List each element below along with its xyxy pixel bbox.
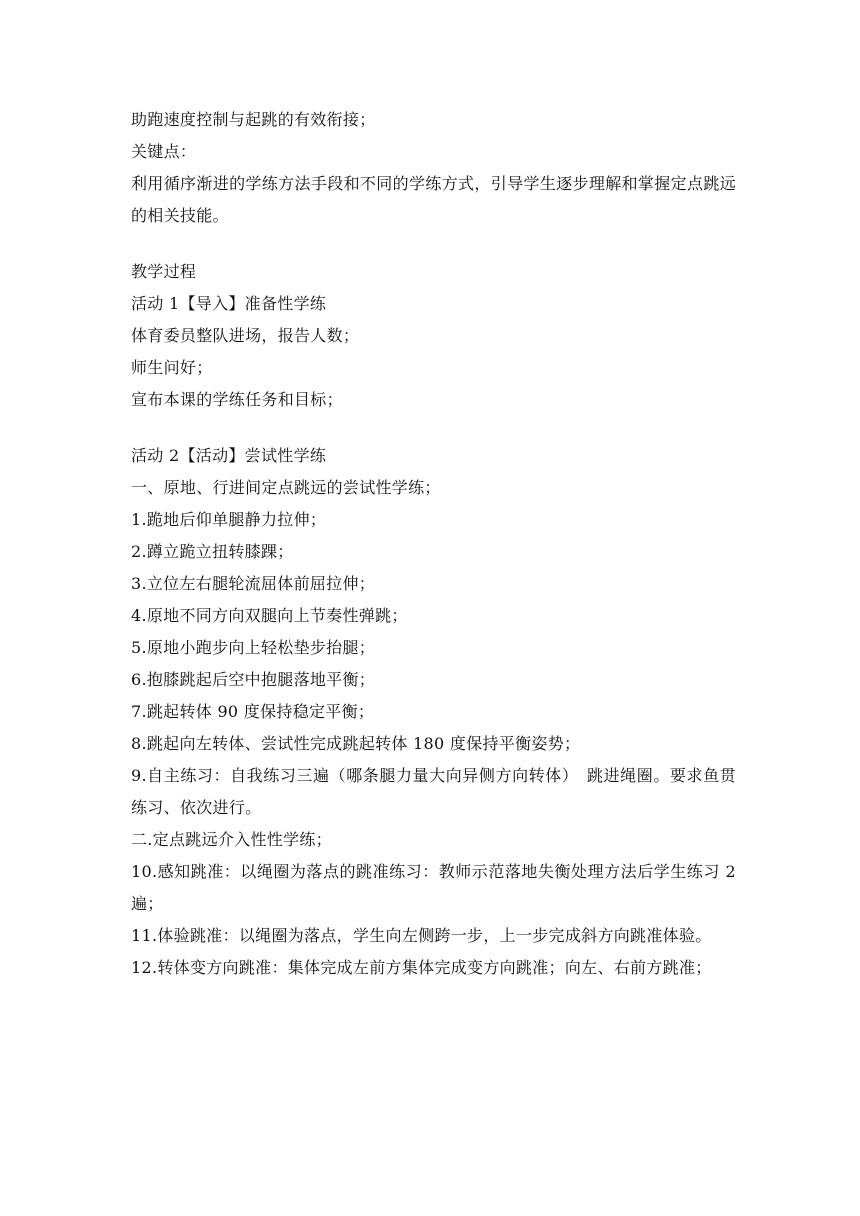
activity-1-title: 活动 1【导入】准备性学练 <box>131 294 327 313</box>
document-body <box>131 104 736 984</box>
list-item: 11.体验跳准：以绳圈为落点，学生向左侧跨一步，上一步完成斜方向跳准体验。 <box>131 926 712 945</box>
list-item: 5.原地小跑步向上轻松垫步抬腿； <box>131 638 376 657</box>
paragraph-gap <box>131 232 736 256</box>
list-item: 3.立位左右腿轮流屈体前屈拉伸； <box>131 574 376 593</box>
section-title: 教学过程 <box>131 262 197 281</box>
list-item: 6.抱膝跳起后空中抱腿落地平衡； <box>131 670 376 689</box>
list-item: 4.原地不同方向双腿向上节奏性弹跳； <box>131 606 408 625</box>
key-point-paragraph: 利用循序渐进的学练方法手段和不同的学练方式，引导学生逐步理解和掌握定点跳远的相关技能。 <box>131 174 736 225</box>
list-item: 2.蹲立跪立扭转膝踝； <box>131 542 294 561</box>
list-item: 体育委员整队进场，报告人数； <box>131 326 360 345</box>
activity-2-title: 活动 2【活动】尝试性学练 <box>131 446 327 465</box>
list-item: 7.跳起转体 90 度保持稳定平衡； <box>131 702 375 721</box>
list-item: 一、原地、行进间定点跳远的尝试性学练； <box>131 478 441 497</box>
list-item: 8.跳起向左转体、尝试性完成跳起转体 180 度保持平衡姿势； <box>131 734 581 753</box>
paragraph-gap <box>131 416 736 440</box>
list-item: 师生问好； <box>131 358 213 377</box>
text-line: 助跑速度控制与起跳的有效衔接； <box>131 110 376 129</box>
key-point-heading: 关键点： <box>131 142 197 161</box>
section-2-title: 二.定点跳远介入性性学练； <box>131 830 332 849</box>
list-item: 12.转体变方向跳准：集体完成左前方集体完成变方向跳准；向左、右前方跳准； <box>131 958 712 977</box>
list-item: 1.跪地后仰单腿静力拉伸； <box>131 510 327 529</box>
list-item: 9.自主练习：自我练习三遍（哪条腿力量大向异侧方向转体） 跳进绳圈。要求鱼贯练习、依次进行。 <box>131 766 736 817</box>
list-item: 10.感知跳准：以绳圈为落点的跳准练习：教师示范落地失衡处理方法后学生练习 2 遍； <box>131 862 736 913</box>
list-item: 宣布本课的学练任务和目标； <box>131 390 343 409</box>
